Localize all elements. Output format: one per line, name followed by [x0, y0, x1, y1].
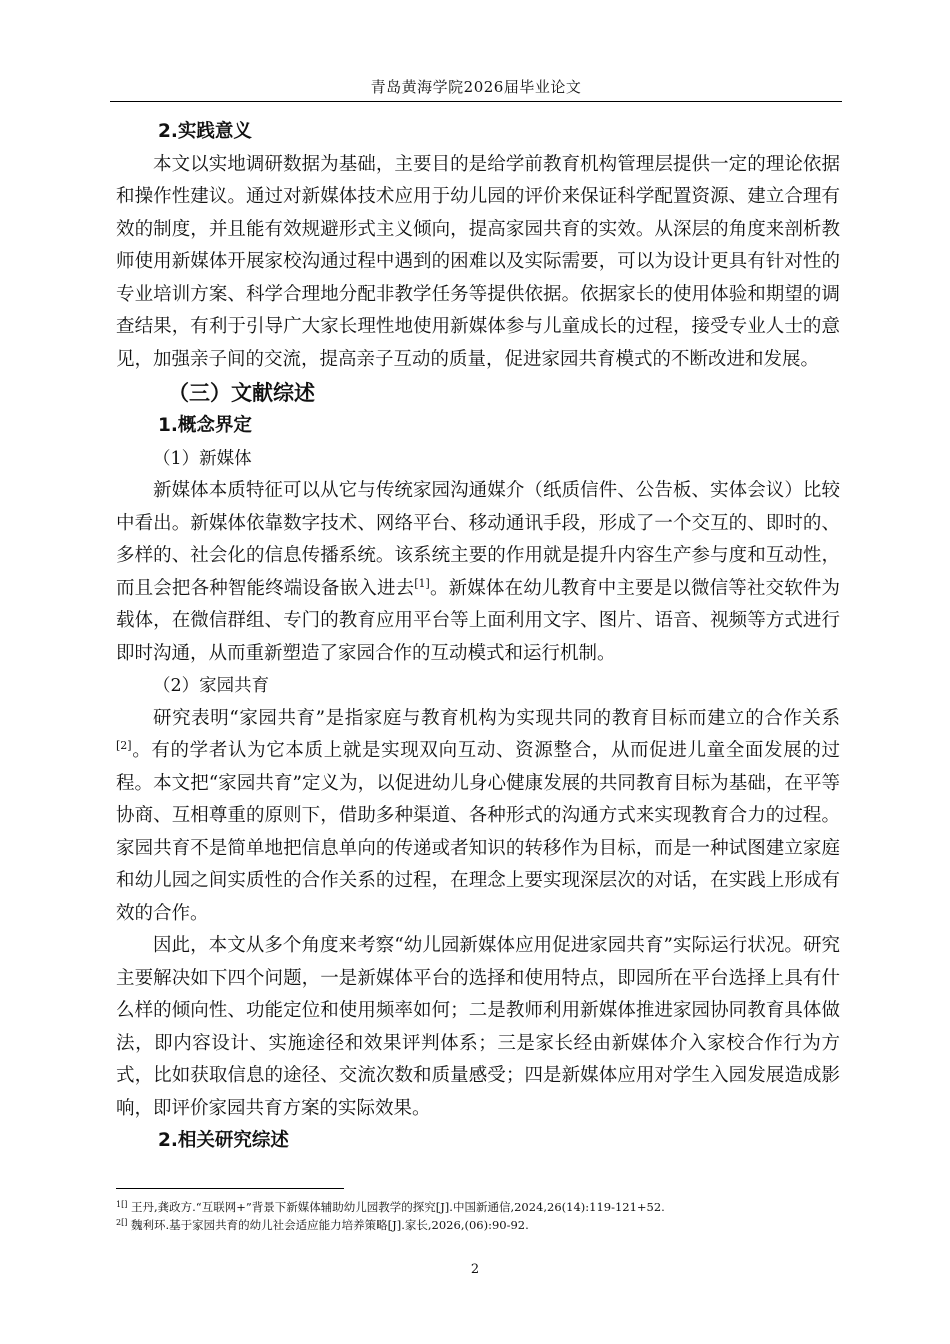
new-media-text-part2: 。新媒体在幼儿教育中主要是以微信等社交软件为载体，在微信群组、专门的教育应用平台等上面利用文字、图片、语音、视频等方式进行即时沟通，从而重新塑造了家园合作的互动模式和运行机制。 [116, 577, 840, 664]
paragraph-research-questions: 因此，本文从多个角度来考察“幼儿园新媒体应用促进家园共育”实际运行状况。研究主要解决如下四个问题，一是新媒体平台的选择和使用特点，即园所在平台选择上具有什么样的倾向性、功能定位和使用频率如何；二是教师利用新媒体推进家园协同教育具体做法，即内容设计、实施途径和效果评判体系；三是家长经由新媒体介入家校合作行为方式，比如获取信息的途径、交流次数和质量感受；四是新媒体应用对学生入园发展造成影响，即评价家园共育方案的实际效果。 [116, 935, 840, 1119]
footnote-text: 王丹,龚政方.“互联网+”背景下新媒体辅助幼儿园教学的探究[J].中国新通信,2024,26(14):119-121+52. [131, 1200, 665, 1214]
footnote-text: 魏利环.基于家园共育的幼儿社会适应能力培养策略[J].家长,2026,(06):90-92. [131, 1218, 529, 1232]
footnote-1 [116, 1198, 842, 1216]
citation-2: [2] [116, 739, 132, 752]
paragraph-home-school-coeducation [116, 703, 840, 931]
heading-literature-review: （三）文献综述 [168, 381, 315, 405]
page-header: 青岛黄海学院2026届毕业论文 [370, 78, 582, 96]
body-content [116, 116, 840, 1158]
footnote-mark: 2[] [116, 1218, 128, 1227]
footnote-divider [116, 1188, 344, 1189]
heading-related-research: 2.相关研究综述 [158, 1130, 289, 1151]
heading-practical-significance: 2.实践意义 [158, 121, 252, 142]
heading-home-school-coeducation: （2）家园共育 [153, 676, 270, 696]
footnote-2 [116, 1216, 842, 1234]
page-number: 2 [470, 1262, 480, 1277]
coedu-text-part1: 研究表明“家园共育”是指家庭与教育机构为实现共同的教育目标而建立的合作关系 [153, 707, 840, 729]
footnote-mark: 1[] [116, 1200, 128, 1209]
heading-new-media: （1）新媒体 [153, 448, 252, 469]
paragraph-practical-significance: 本文以实地调研数据为基础，主要目的是给学前教育机构管理层提供一定的理论依据和操作性建议。通过对新媒体技术应用于幼儿园的评价来保证科学配置资源、建立合理有效的制度，并且能有效规避形式主义倾向，提高家园共育的实效。从深层的角度来剖析教师使用新媒体开展家校沟通过程中遇到的困难以及实际需要，可以为设计更具有针对性的专业培训方案、科学合理地分配非教学任务等提供依据。依据家长的使用体验和期望的调查结果，有利于引导广大家长理性地使用新媒体参与儿童成长的过程，接受专业人士的意见，加强亲子间的交流，提高亲子互动的质量，促进家园共育模式的不断改进和发展。 [116, 153, 840, 370]
header-divider [110, 101, 842, 102]
new-media-text-part1: 新媒体本质特征可以从它与传统家园沟通媒介（纸质信件、公告板、实体会议）比较中看出。新媒体依靠数字技术、网络平台、移动通讯手段，形成了一个交互的、即时的、多样的、社会化的信息传播系统。该系统主要的作用就是提升内容生产参与度和互动性，而且会把各种智能终端设备嵌入进去 [116, 480, 840, 599]
paragraph-new-media [116, 475, 840, 670]
coedu-text-part2: 。有的学者认为它本质上就是实现双向互动、资源整合，从而促进儿童全面发展的过程。本文把“家园共育”定义为，以促进幼儿身心健康发展的共同教育目标为基础，在平等协商、互相尊重的原则下，借助多种渠道、各种形式的沟通方式来实现教育合力的过程。家园共育不是简单地把信息单向的传递或者知识的转移作为目标，而是一种试图建立家庭和幼儿园之间实质性的合作关系的过程，在理念上要实现深层次的对话，在实践上形成有效的合作。 [116, 740, 840, 924]
citation-1: [1] [414, 576, 430, 590]
footnotes [116, 1198, 842, 1234]
heading-concept-definition: 1.概念界定 [158, 415, 252, 436]
